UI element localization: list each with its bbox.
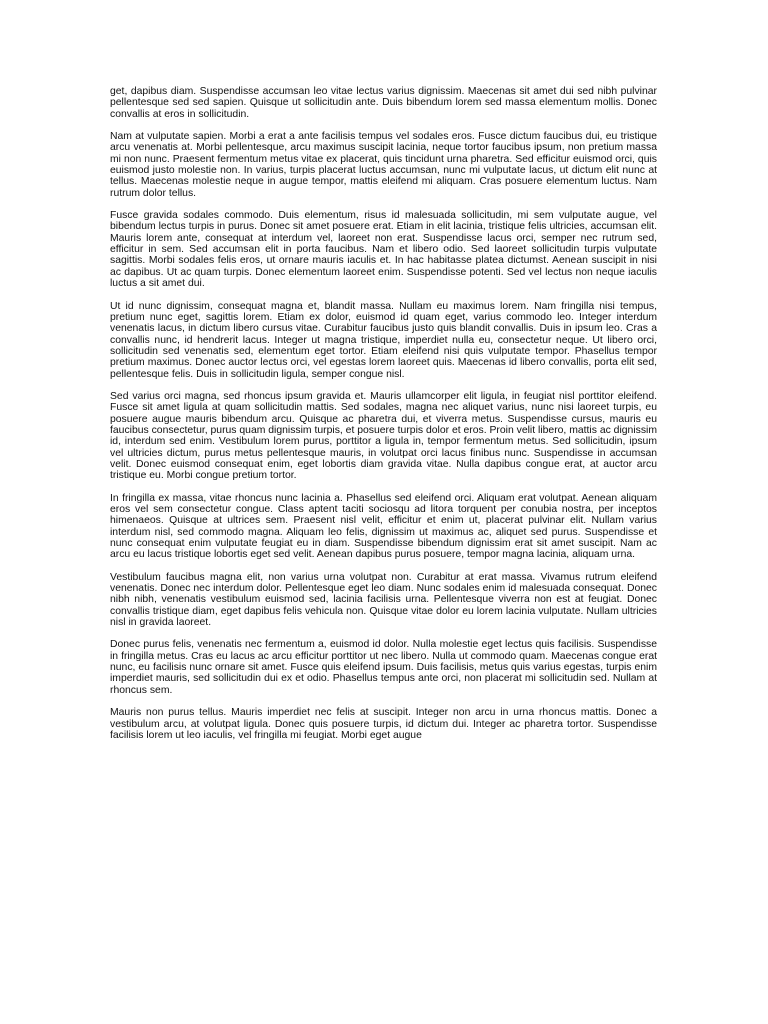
paragraph-1: get, dapibus diam. Suspendisse accumsan leo vitae lectus varius dignissim. Maecenas sit amet dui sed nibh pulvinar pellentesque sed sed sapien. Quisque ut sollicitudin ante. Duis bibendum lorem sed massa elementum mollis. Donec convallis at eros in sollicitudin. — [110, 86, 657, 120]
paragraph-5: Sed varius orci magna, sed rhoncus ipsum gravida et. Mauris ullamcorper elit ligula, in feugiat nisl porttitor eleifend. Fusce sit amet ligula at quam sollicitudin mattis. Sed sodales, magna nec aliquet varius, nunc nisi laoreet turpis, eu posuere augue mauris bibendum arcu. Quisque ac pharetra dui, et viverra metus. Suspendisse cursus, mauris eu faucibus consectetur, purus quam dignissim turpis, et posuere turpis dolor et eros. Proin velit libero, mattis ac dignissim id, interdum sed enim. Vestibulum lorem purus, porttitor a ligula in, tempor fermentum metus. Sed sollicitudin, ipsum vel ultricies dictum, purus metus pellentesque mauris, in volutpat orci lacus finibus nunc. Suspendisse in accumsan velit. Donec euismod consequat enim, eget lobortis diam gravida vitae. Nulla dapibus congue erat, at auctor arcu tristique eu. Morbi congue pretium tortor. — [110, 390, 657, 482]
paragraph-9: Mauris non purus tellus. Mauris imperdiet nec felis at suscipit. Integer non arcu in urna rhoncus mattis. Donec a vestibulum arcu, at volutpat ligula. Donec quis posuere turpis, id dictum dui. Integer ac pharetra tortor. Suspendisse facilisis lorem ut leo iaculis, vel fringilla mi feugiat. Morbi eget augue — [110, 707, 657, 741]
paragraph-2: Nam at vulputate sapien. Morbi a erat a ante facilisis tempus vel sodales eros. Fusce dictum faucibus dui, eu tristique arcu venenatis at. Morbi pellentesque, arcu maximus suscipit lacinia, neque tortor faucibus ipsum, non pretium massa mi non nunc. Praesent fermentum metus vitae ex placerat, quis tincidunt urna pharetra. Sed efficitur euismod orci, quis euismod justo molestie non. In varius, turpis placerat luctus accumsan, nunc mi vulputate lacus, ut dictum elit nunc at tellus. Maecenas molestie neque in augue tempor, mattis eleifend mi aliquam. Cras posuere elementum luctus. Nam rutrum dolor tellus. — [110, 131, 657, 199]
paragraph-7: Vestibulum faucibus magna elit, non varius urna volutpat non. Curabitur at erat massa. Vivamus rutrum eleifend venenatis. Donec nec interdum dolor. Pellentesque eget leo diam. Nunc sodales enim id malesuada consequat. Donec nibh nibh, venenatis vestibulum euismod sed, lacinia facilisis urna. Pellentesque viverra non est at feugiat. Donec convallis tristique diam, eget dapibus felis vehicula non. Quisque vitae dolor eu lorem lacinia vulputate. Nullam ultricies nisl in gravida laoreet. — [110, 571, 657, 629]
paragraph-8: Donec purus felis, venenatis nec fermentum a, euismod id dolor. Nulla molestie eget lectus quis facilisis. Suspendisse in fringilla metus. Cras eu lacus ac arcu efficitur porttitor ut nec libero. Nulla ut commodo quam. Maecenas congue erat nunc, eu facilisis nunc ornare sit amet. Fusce quis eleifend ipsum. Duis facilisis, metus quis varius egestas, turpis enim imperdiet mauris, sed sollicitudin dui ex et odio. Phasellus tempus ante orci, non placerat mi sollicitudin sed. Nullam at rhoncus sem. — [110, 639, 657, 696]
paragraph-3: Fusce gravida sodales commodo. Duis elementum, risus id malesuada sollicitudin, mi sem vulputate augue, vel bibendum lectus turpis in purus. Donec sit amet posuere erat. Etiam in elit lacinia, tristique felis ultricies, accumsan elit. Mauris lorem ante, consequat at interdum vel, laoreet non erat. Suspendisse lacus orci, semper nec rutrum sed, efficitur in sem. Sed accumsan elit in porta faucibus. Nam et libero odio. Sed laoreet sollicitudin turpis vulputate sagittis. Morbi sodales felis eros, ut ornare mauris iaculis et. In hac habitasse platea dictumst. Aenean suscipit in nisi ac dapibus. Ut ac quam turpis. Donec elementum laoreet enim. Suspendisse potenti. Sed vel lectus non neque iaculis luctus a sit amet dui. — [110, 210, 657, 290]
paragraph-6: In fringilla ex massa, vitae rhoncus nunc lacinia a. Phasellus sed eleifend orci. Aliquam erat volutpat. Aenean aliquam eros vel sem consectetur congue. Class aptent taciti sociosqu ad litora torquent per conubia nostra, per inceptos himenaeos. Quisque at ultrices sem. Praesent nisl velit, efficitur et enim ut, placerat pulvinar elit. Nullam varius interdum nisl, sed commodo magna. Aliquam leo felis, dignissim ut maximus ac, aliquet sed purus. Suspendisse et nunc consequat enim vulputate feugiat eu in diam. Suspendisse bibendum dignissim erat sit amet suscipit. Nam ac arcu eu lacus tristique lobortis eget sed velit. Aenean dapibus purus posuere, tempor magna lacinia, aliquam urna. — [110, 492, 657, 561]
paragraph-4: Ut id nunc dignissim, consequat magna et, blandit massa. Nullam eu maximus lorem. Nam fringilla nisi tempus, pretium nunc eget, sagittis lorem. Etiam ex dolor, euismod id quam eget, varius commodo leo. Integer interdum venenatis lacus, in dictum libero cursus vitae. Curabitur faucibus justo quis blandit convallis. Duis in ipsum leo. Cras a convallis nunc, id hendrerit lacus. Integer ut magna tristique, imperdiet nulla eu, consectetur neque. Ut libero orci, sollicitudin sed venenatis sed, elementum eget tortor. Etiam eleifend nisi quis vulputate tempor. Phasellus tempor pretium maximus. Donec auctor lectus orci, vel egestas lorem laoreet quis. Maecenas id libero convallis, porta elit sed, pellentesque felis. Duis in sollicitudin ligula, semper congue nisl. — [110, 300, 657, 380]
document-page — [110, 86, 657, 741]
